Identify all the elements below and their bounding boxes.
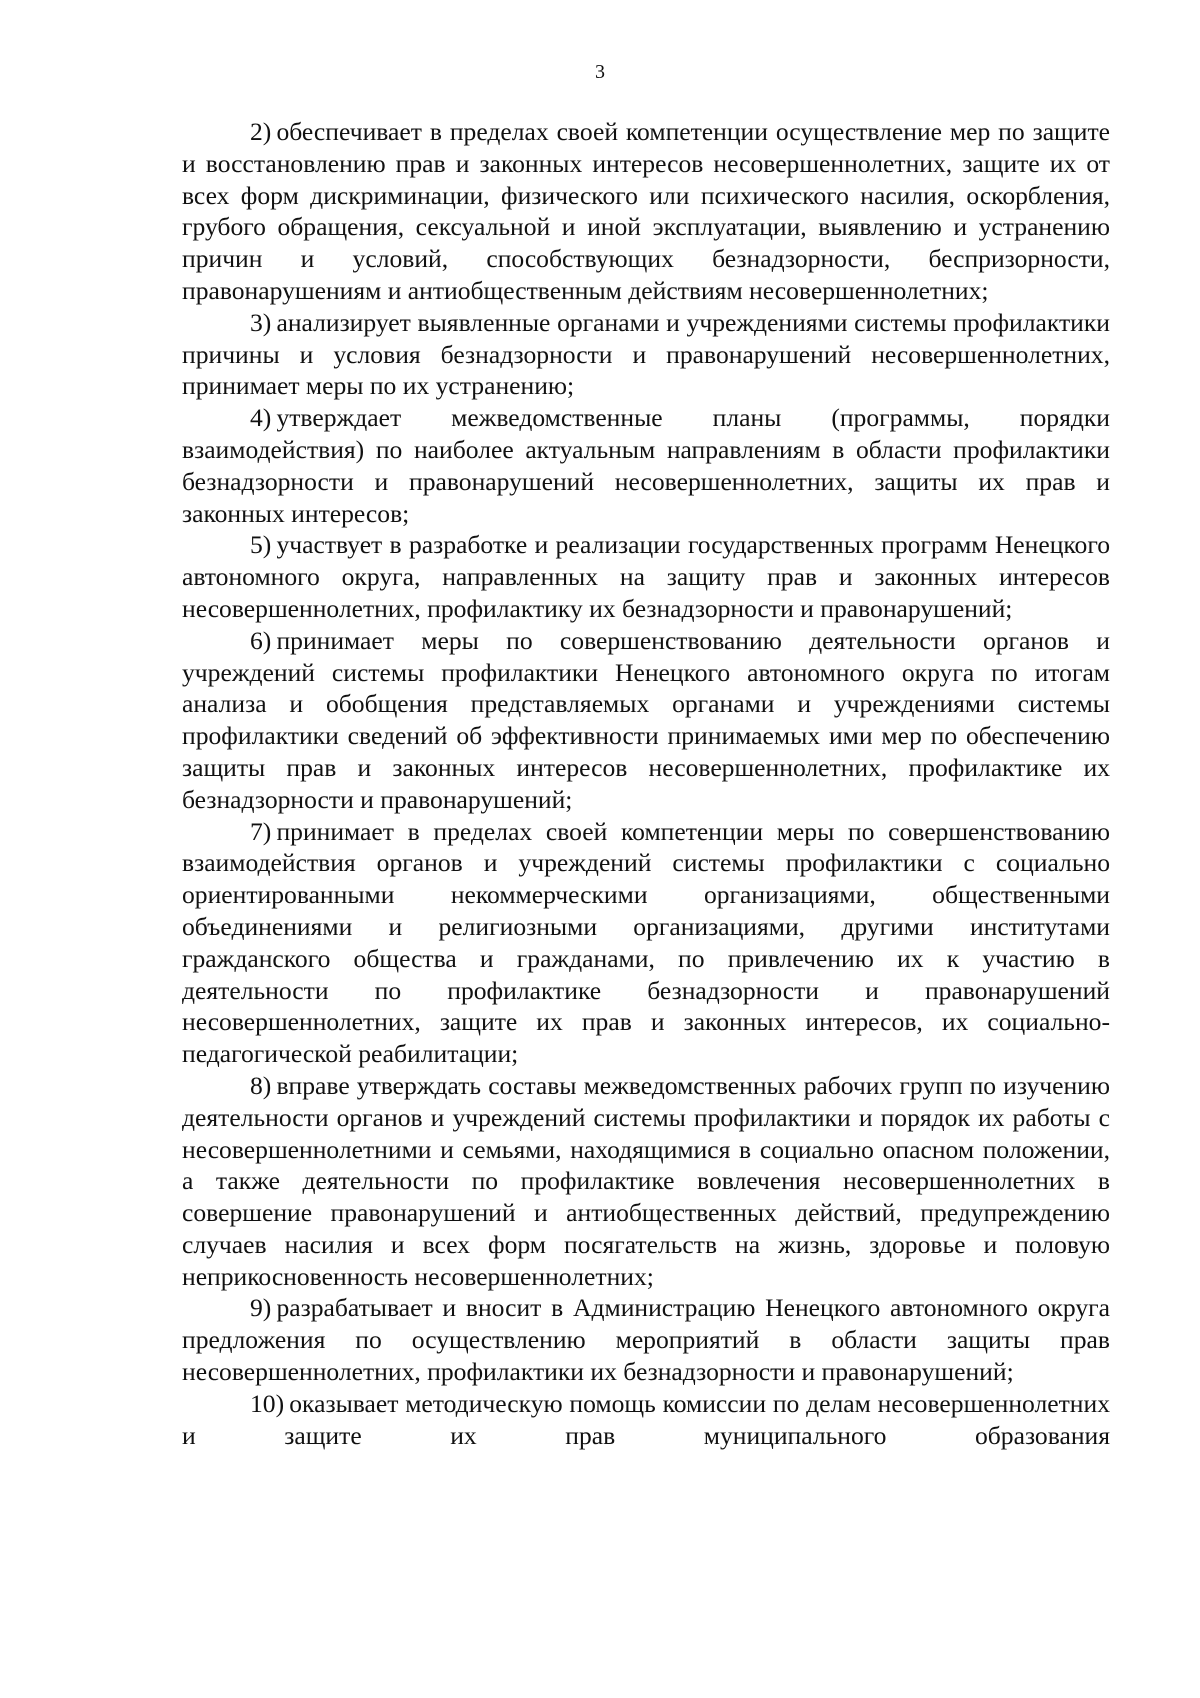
item-number: 3): [250, 307, 272, 337]
paragraph-item-2: [182, 116, 1110, 307]
page-number: 3: [595, 61, 605, 83]
item-number: 10): [250, 1388, 285, 1418]
paragraph-item-10: [182, 1388, 1110, 1452]
item-number: 2): [250, 117, 272, 146]
item-number: 5): [250, 530, 272, 560]
item-number: 6): [250, 625, 272, 655]
item-number: 7): [250, 816, 272, 846]
paragraph-text: утверждает межведомственные планы (программы, порядки взаимодействия) по наиболее актуальным направлениям в области профилактики безнадзорности и правонарушений несовершеннолетних, защиты их прав и законных интересов;: [182, 403, 1110, 528]
paragraph-item-7: [182, 816, 1110, 1070]
paragraph-text: оказывает методическую помощь комиссии по делам несовершеннолетних и защите их прав муниципального образования: [182, 1388, 1110, 1450]
paragraph-item-6: [182, 625, 1110, 816]
paragraph-text: анализирует выявленные органами и учреждениями системы профилактики причины и условия безнадзорности и правонарушений несовершеннолетних, принимает меры по их устранению;: [182, 307, 1110, 401]
paragraph-item-5: [182, 529, 1110, 624]
paragraph-item-8: [182, 1070, 1110, 1293]
paragraph-text: обеспечивает в пределах своей компетенции осуществление мер по защите и восстановлению прав и законных интересов несовершеннолетних, защите их от всех форм дискриминации, физического или психического насилия, оскорбления, грубого обращения, сексуальной и иной эксплуатации, выявлению и устранению причин и условий, способствующих безнадзорности, беспризорности, правонарушениям и антиобщественным действиям несовершеннолетних;: [182, 117, 1110, 305]
item-number: 9): [250, 1293, 272, 1323]
item-number: 8): [250, 1070, 272, 1100]
paragraph-item-4: [182, 402, 1110, 529]
paragraph-text: принимает меры по совершенствованию деятельности органов и учреждений системы профилактики Ненецкого автономного округа по итогам анализа и обобщения представляемых органами и учреждениями системы профилактики сведений об эффективности принимаемых ими мер по обеспечению защиты прав и законных интересов несовершеннолетних, профилактике их безнадзорности и правонарушений;: [182, 625, 1110, 814]
paragraph-text: вправе утверждать составы межведомственных рабочих групп по изучению деятельности органов и учреждений системы профилактики и порядок их работы с несовершеннолетними и семьями, находящимися в социально опасном положении, а также деятельности по профилактике вовлечения несовершеннолетних в совершение правонарушений и антиобщественных действий, предупреждению случаев насилия и всех форм посягательств на жизнь, здоровье и половую неприкосновенность несовершеннолетних;: [182, 1070, 1110, 1291]
document-body: [182, 116, 1110, 1451]
paragraph-item-3: [182, 307, 1110, 402]
item-number: 4): [250, 403, 272, 433]
paragraph-text: принимает в пределах своей компетенции меры по совершенствованию взаимодействия органов и учреждений системы профилактики с социально ориентированными некоммерческими организациями, общественными объединениями и религиозными организациями, другими институтами гражданского общества и гражданами, по привлечению их к участию в деятельности по профилактике безнадзорности и правонарушений несовершеннолетних, защите их прав и законных интересов, их социально-педагогической реабилитации;: [182, 816, 1110, 1069]
paragraph-text: участвует в разработке и реализации государственных программ Ненецкого автономного округа, направленных на защиту прав и законных интересов несовершеннолетних, профилактику их безнадзорности и правонарушений;: [182, 530, 1110, 623]
paragraph-text: разрабатывает и вносит в Администрацию Ненецкого автономного округа предложения по осуществлению мероприятий в области защиты прав несовершеннолетних, профилактики их безнадзорности и правонарушений;: [182, 1293, 1110, 1387]
paragraph-item-9: [182, 1292, 1110, 1387]
